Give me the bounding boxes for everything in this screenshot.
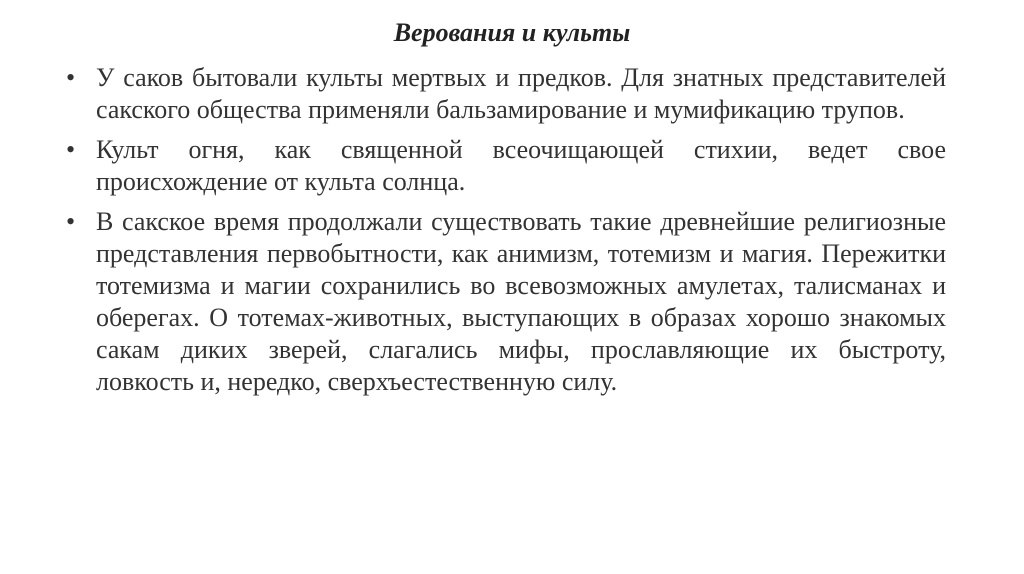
bullet-item xyxy=(66,134,946,198)
bullet-item xyxy=(66,206,946,398)
bullet-marker: • xyxy=(66,207,76,236)
bullet-text: У саков бытовали культы мертвых и предков. Для знатных представителей сакского общества применяли бальзамирование и мумификацию трупов. xyxy=(96,63,946,124)
bullet-marker: • xyxy=(66,63,76,92)
bullet-list xyxy=(66,62,946,406)
slide-title: Верования и культы xyxy=(393,18,631,47)
bullet-text: Культ огня, как священной всеочищающей стихии, ведет свое происхождение от культа солнца. xyxy=(96,135,946,196)
bullet-item xyxy=(66,62,946,126)
bullet-marker: • xyxy=(66,135,76,164)
bullet-text: В сакское время продолжали существовать такие древнейшие религиозные представления первобытности, как анимизм, тотемизм и магия. Пережитки тотемизма и магии сохранились во всевозможных амулетах, талисманах и оберегах. О тотемах-животных, выступающих в образах хорошо знакомых сакам диких зверей, слагались мифы, прославляющие их быстроту, ловкость и, нередко, сверхъестественную силу. xyxy=(96,207,946,396)
